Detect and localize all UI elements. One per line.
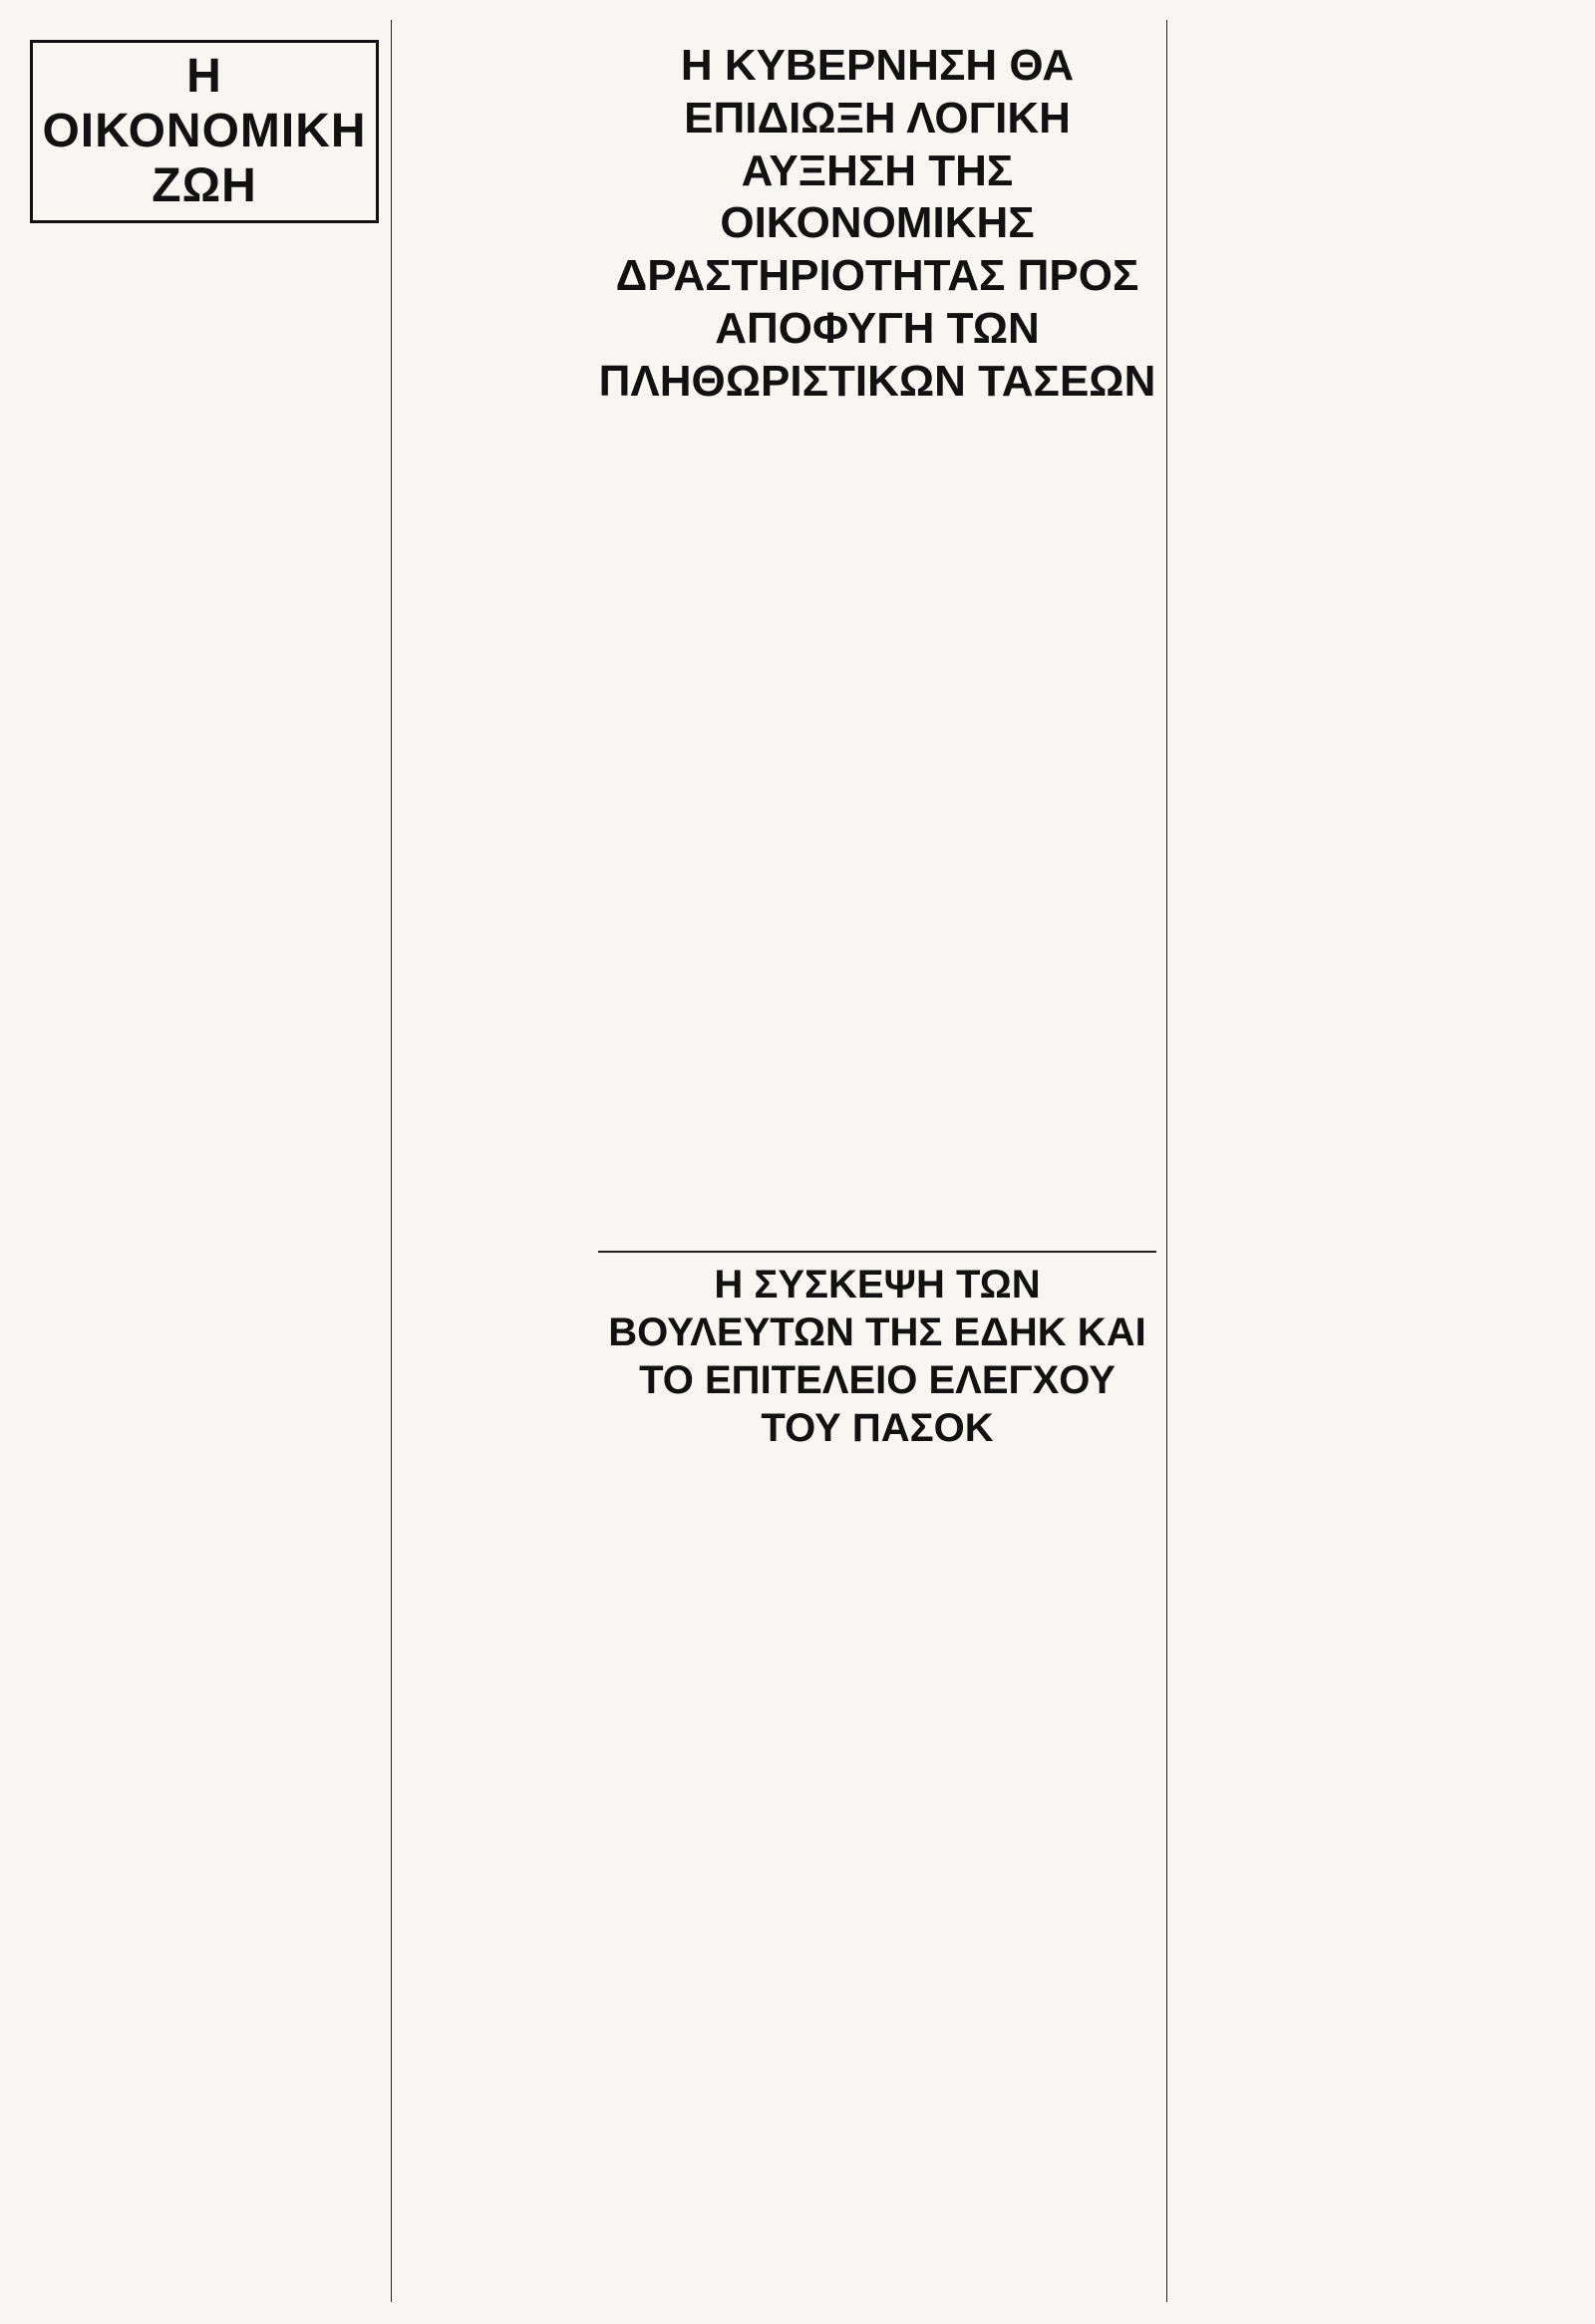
article-headline: Η ΚΥΒΕΡΝΗΣΗ ΘΑ ΕΠΙΔΙΩΞΗ ΛΟΓΙΚΗ ΑΥΞΗΣΗ ΤΗΣ ΟΙΚΟΝΟΜΙΚΗΣ ΔΡΑΣΤΗΡΙΟΤΗΤΑΣ ΠΡΟΣ ΑΠΟΦΥΓΗ ΤΩΝ ΠΛΗΘΩΡΙΣΤΙΚΩΝ ΤΑΣΕΩΝ	[598, 41, 1156, 406]
article-headline: Η ΣΥΣΚΕΨΗ ΤΩΝ ΒΟΥΛΕΥΤΩΝ ΤΗΣ ΕΔΗΚ ΚΑΙ ΤΟ ΕΠΙΤΕΛΕΙΟ ΕΛΕΓΧΟΥ ΤΟΥ ΠΑΣΟΚ	[608, 1263, 1146, 1450]
column-rule	[391, 20, 392, 2302]
column-rule	[1166, 20, 1167, 2302]
masthead-block	[30, 40, 379, 223]
article-main	[598, 40, 1156, 417]
section-rule	[598, 1251, 1156, 1253]
masthead-title: Η ΟΙΚΟΝΟΜΙΚΗ ΖΩΗ	[30, 40, 379, 223]
article-second	[598, 1261, 1156, 1460]
